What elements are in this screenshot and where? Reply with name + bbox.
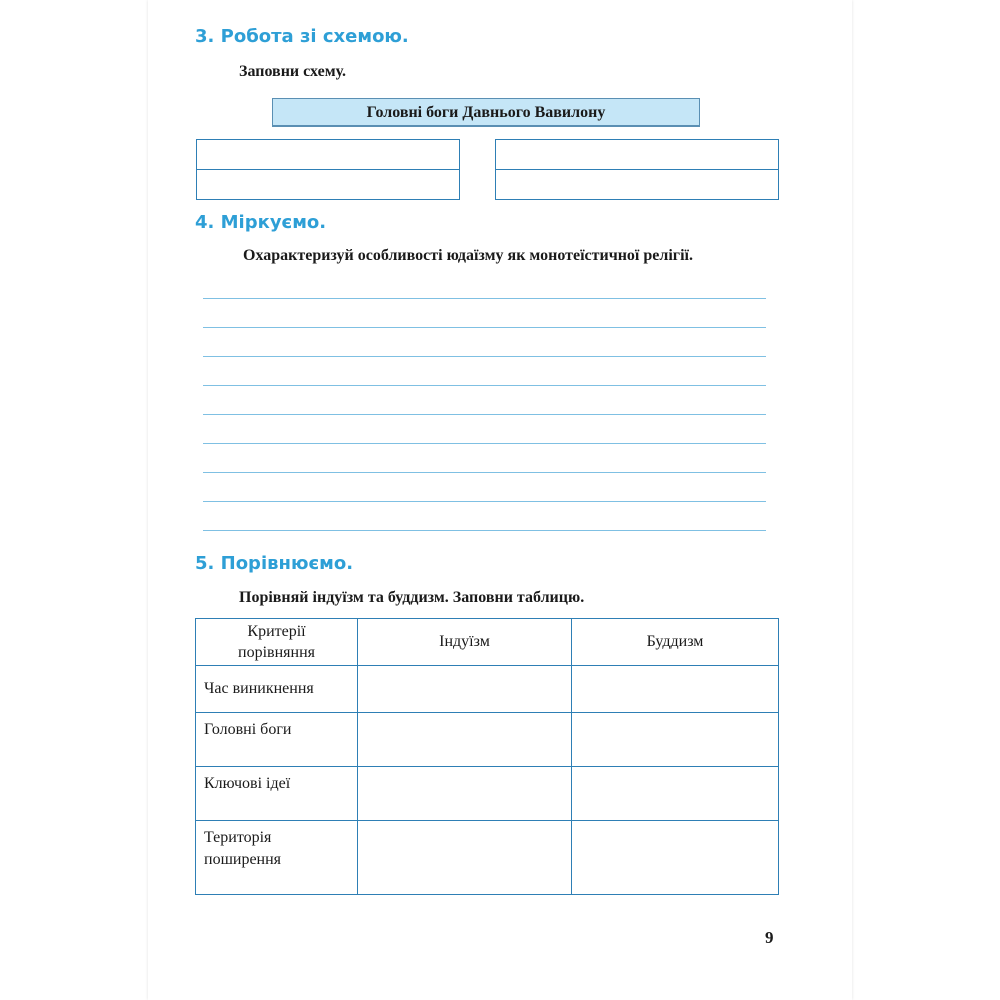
answer-cell-buddhism[interactable]	[572, 713, 779, 767]
answer-cell-hinduism[interactable]	[358, 767, 572, 821]
criteria-cell	[196, 666, 358, 713]
criteria-label-line2: поширення	[204, 851, 282, 868]
section-4-heading: 4. Міркуємо.	[195, 212, 327, 233]
comparison-table	[195, 618, 779, 895]
section-5-heading: 5. Порівнюємо.	[195, 553, 354, 574]
header-criteria-line2: порівняння	[238, 644, 315, 661]
criteria-label: Ключові ідеї	[204, 775, 291, 792]
answer-line[interactable]	[203, 530, 766, 531]
header-criteria-line1: Критерії	[247, 623, 306, 640]
table-row	[196, 666, 779, 713]
answer-cell-hinduism[interactable]	[358, 666, 572, 713]
section-4-task: Охарактеризуй особливості юдаїзму як монотеїстичної релігії.	[243, 247, 693, 264]
answer-cell-hinduism[interactable]	[358, 821, 572, 895]
scheme-left-box-2[interactable]	[196, 169, 460, 200]
scheme-left-box-1[interactable]	[196, 139, 460, 170]
scheme-right-box-2[interactable]	[495, 169, 779, 200]
table-row	[196, 767, 779, 821]
answer-line[interactable]	[203, 443, 766, 444]
answer-cell-buddhism[interactable]	[572, 767, 779, 821]
answer-line[interactable]	[203, 356, 766, 357]
header-buddhism: Буддизм	[572, 619, 779, 666]
answer-line[interactable]	[203, 327, 766, 328]
answer-cell-hinduism[interactable]	[358, 713, 572, 767]
scheme-title-box: Головні боги Давнього Вавилону	[272, 98, 700, 127]
criteria-cell	[196, 821, 358, 895]
table-row	[196, 713, 779, 767]
page-number: 9	[765, 928, 774, 947]
criteria-label-line1: Територія	[204, 829, 272, 846]
answer-line[interactable]	[203, 298, 766, 299]
answer-cell-buddhism[interactable]	[572, 666, 779, 713]
section-3-heading: 3. Робота зі схемою.	[195, 26, 409, 47]
scheme-right-box-1[interactable]	[495, 139, 779, 170]
header-criteria	[196, 619, 358, 666]
answer-cell-buddhism[interactable]	[572, 821, 779, 895]
answer-line[interactable]	[203, 472, 766, 473]
header-hinduism: Індуїзм	[358, 619, 572, 666]
answer-line[interactable]	[203, 414, 766, 415]
table-header-row	[196, 619, 779, 666]
answer-line[interactable]	[203, 501, 766, 502]
criteria-label: Час виникнення	[204, 680, 314, 697]
criteria-cell	[196, 767, 358, 821]
section-5-task: Порівняй індуїзм та буддизм. Заповни таблицю.	[239, 589, 585, 606]
criteria-label: Головні боги	[204, 721, 292, 738]
table-row	[196, 821, 779, 895]
criteria-cell	[196, 713, 358, 767]
section-3-task: Заповни схему.	[239, 63, 347, 80]
answer-line[interactable]	[203, 385, 766, 386]
